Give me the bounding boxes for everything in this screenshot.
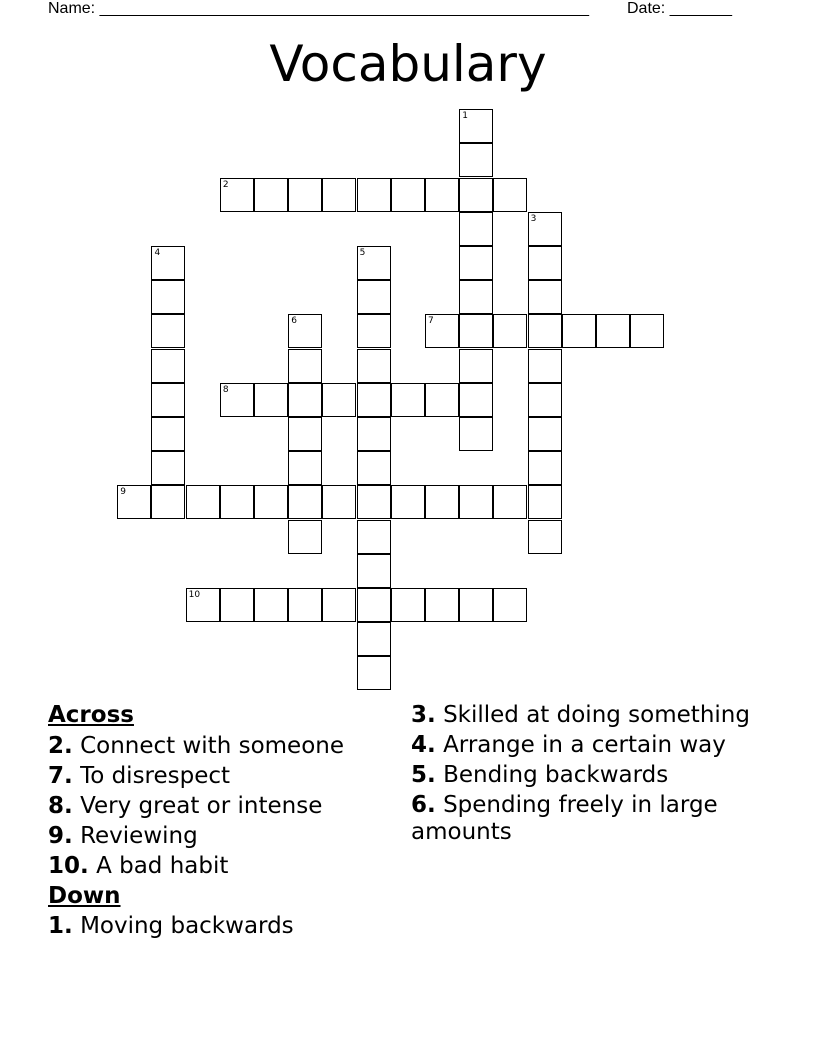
crossword-cell[interactable]	[357, 520, 391, 554]
clue-down-4	[411, 732, 761, 759]
crossword-cell[interactable]	[459, 485, 493, 519]
clue-across-8	[48, 793, 388, 820]
crossword-cell[interactable]	[322, 383, 356, 417]
crossword-cell[interactable]	[220, 588, 254, 622]
crossword-cell[interactable]	[357, 349, 391, 383]
clues-column-right	[411, 702, 761, 849]
crossword-cell[interactable]	[357, 417, 391, 451]
crossword-cell[interactable]	[528, 280, 562, 314]
crossword-cell[interactable]	[357, 178, 391, 212]
crossword-cell[interactable]	[151, 485, 185, 519]
crossword-cell[interactable]	[186, 588, 220, 622]
clue-across-7	[48, 763, 388, 790]
cell-number: 1	[462, 111, 468, 122]
clue-text: To disrespect	[80, 762, 231, 789]
crossword-cell[interactable]	[459, 383, 493, 417]
crossword-cell[interactable]	[528, 485, 562, 519]
crossword-cell[interactable]	[151, 349, 185, 383]
crossword-cell[interactable]	[391, 588, 425, 622]
clue-number: 8.	[48, 792, 73, 819]
crossword-cell[interactable]	[254, 383, 288, 417]
crossword-cell[interactable]	[459, 246, 493, 280]
crossword-cell[interactable]	[459, 588, 493, 622]
clue-number: 7.	[48, 762, 73, 789]
crossword-cell[interactable]	[322, 485, 356, 519]
crossword-cell[interactable]	[220, 485, 254, 519]
crossword-cell[interactable]	[151, 383, 185, 417]
cell-number: 3	[530, 213, 537, 224]
crossword-cell[interactable]	[528, 417, 562, 451]
clue-text: Bending backwards	[443, 762, 669, 788]
crossword-cell[interactable]	[220, 383, 254, 417]
clue-text: Spending freely in large amounts	[411, 792, 718, 845]
crossword-cell[interactable]	[357, 554, 391, 588]
crossword-cell[interactable]	[391, 178, 425, 212]
crossword-cell[interactable]	[288, 349, 322, 383]
crossword-cell[interactable]	[425, 314, 459, 348]
crossword-cell[interactable]	[357, 280, 391, 314]
crossword-cell[interactable]	[425, 383, 459, 417]
clue-number: 9.	[48, 822, 73, 849]
clue-down-6	[411, 792, 761, 845]
crossword-cell[interactable]	[596, 314, 630, 348]
clue-number: 2.	[48, 732, 73, 759]
clue-text: Reviewing	[80, 822, 198, 849]
crossword-cell[interactable]	[630, 314, 664, 348]
clue-across-9	[48, 823, 388, 850]
crossword-cell[interactable]	[562, 314, 596, 348]
clue-number: 3.	[411, 702, 436, 728]
crossword-cell[interactable]	[288, 588, 322, 622]
crossword-cell[interactable]	[322, 178, 356, 212]
crossword-cell[interactable]	[528, 314, 562, 348]
crossword-cell[interactable]	[254, 588, 288, 622]
crossword-cell[interactable]	[357, 246, 391, 280]
name-field-label: Name: _______________________________________________________	[48, 0, 589, 17]
crossword-cell[interactable]	[528, 246, 562, 280]
clue-text: Moving backwards	[80, 913, 294, 939]
cell-number: 4	[154, 248, 161, 259]
crossword-cell[interactable]	[220, 178, 254, 212]
crossword-cell[interactable]	[459, 280, 493, 314]
clue-text: Very great or intense	[80, 792, 323, 819]
crossword-cell[interactable]	[254, 178, 288, 212]
crossword-cell[interactable]	[357, 588, 391, 622]
crossword-cell[interactable]	[357, 383, 391, 417]
crossword-cell[interactable]	[459, 109, 493, 143]
page-title: Vocabulary	[269, 35, 547, 93]
clue-across-10	[48, 853, 388, 880]
crossword-cell[interactable]	[391, 485, 425, 519]
crossword-cell[interactable]	[528, 212, 562, 246]
crossword-cell[interactable]	[425, 588, 459, 622]
clue-text: A bad habit	[96, 852, 229, 879]
crossword-cell[interactable]	[288, 451, 322, 485]
clue-text: Skilled at doing something	[443, 702, 750, 728]
cell-number: 6	[291, 316, 297, 327]
clue-number: 1.	[48, 913, 73, 939]
crossword-cell[interactable]	[151, 451, 185, 485]
crossword-cell[interactable]	[493, 485, 527, 519]
cell-number: 2	[222, 179, 229, 190]
crossword-cell[interactable]	[151, 246, 185, 280]
cell-number: 5	[359, 248, 366, 259]
clue-number: 6.	[411, 792, 436, 818]
crossword-cell[interactable]	[459, 314, 493, 348]
crossword-cell[interactable]	[288, 314, 322, 348]
crossword-cell[interactable]	[357, 622, 391, 656]
clue-number: 4.	[411, 732, 436, 758]
crossword-cell[interactable]	[528, 383, 562, 417]
clue-down-1	[48, 913, 388, 940]
clue-down-5	[411, 762, 761, 789]
crossword-cell[interactable]	[151, 314, 185, 348]
crossword-cell[interactable]	[493, 314, 527, 348]
crossword-cell[interactable]	[528, 520, 562, 554]
clue-text: Arrange in a certain way	[443, 732, 726, 758]
crossword-cell[interactable]	[391, 383, 425, 417]
crossword-cell[interactable]	[459, 143, 493, 177]
crossword-cell[interactable]	[493, 178, 527, 212]
crossword-cell[interactable]	[117, 485, 151, 519]
crossword-cell[interactable]	[528, 349, 562, 383]
crossword-cell[interactable]	[322, 588, 356, 622]
cell-number: 10	[188, 590, 201, 601]
crossword-cell[interactable]	[254, 485, 288, 519]
crossword-cell[interactable]	[288, 485, 322, 519]
crossword-cell[interactable]	[186, 485, 220, 519]
crossword-cell[interactable]	[493, 588, 527, 622]
crossword-cell[interactable]	[288, 178, 322, 212]
cell-number: 9	[120, 487, 126, 498]
crossword-cell[interactable]	[357, 451, 391, 485]
down-heading: Down	[48, 882, 121, 909]
date-field-label: Date: _______	[627, 0, 732, 17]
crossword-cell[interactable]	[459, 178, 493, 212]
clues-column-left	[48, 702, 388, 943]
crossword-cell[interactable]	[459, 417, 493, 451]
clue-number: 5.	[411, 762, 436, 788]
crossword-cell[interactable]	[357, 656, 391, 690]
clue-number: 10.	[48, 852, 89, 879]
crossword-cell[interactable]	[151, 417, 185, 451]
across-heading: Across	[48, 702, 134, 728]
clue-across-2	[48, 733, 388, 760]
crossword-cell[interactable]	[357, 485, 391, 519]
clue-text: Connect with someone	[80, 732, 344, 759]
crossword-cell[interactable]	[288, 520, 322, 554]
crossword-cell[interactable]	[151, 280, 185, 314]
crossword-cell[interactable]	[288, 417, 322, 451]
clue-down-3	[411, 702, 761, 729]
cell-number: 8	[222, 384, 229, 395]
cell-number: 7	[428, 316, 434, 327]
crossword-cell[interactable]	[357, 314, 391, 348]
crossword-cell[interactable]	[288, 383, 322, 417]
crossword-cell[interactable]	[459, 349, 493, 383]
crossword-cell[interactable]	[425, 178, 459, 212]
crossword-cell[interactable]	[528, 451, 562, 485]
crossword-cell[interactable]	[459, 212, 493, 246]
crossword-cell[interactable]	[425, 485, 459, 519]
